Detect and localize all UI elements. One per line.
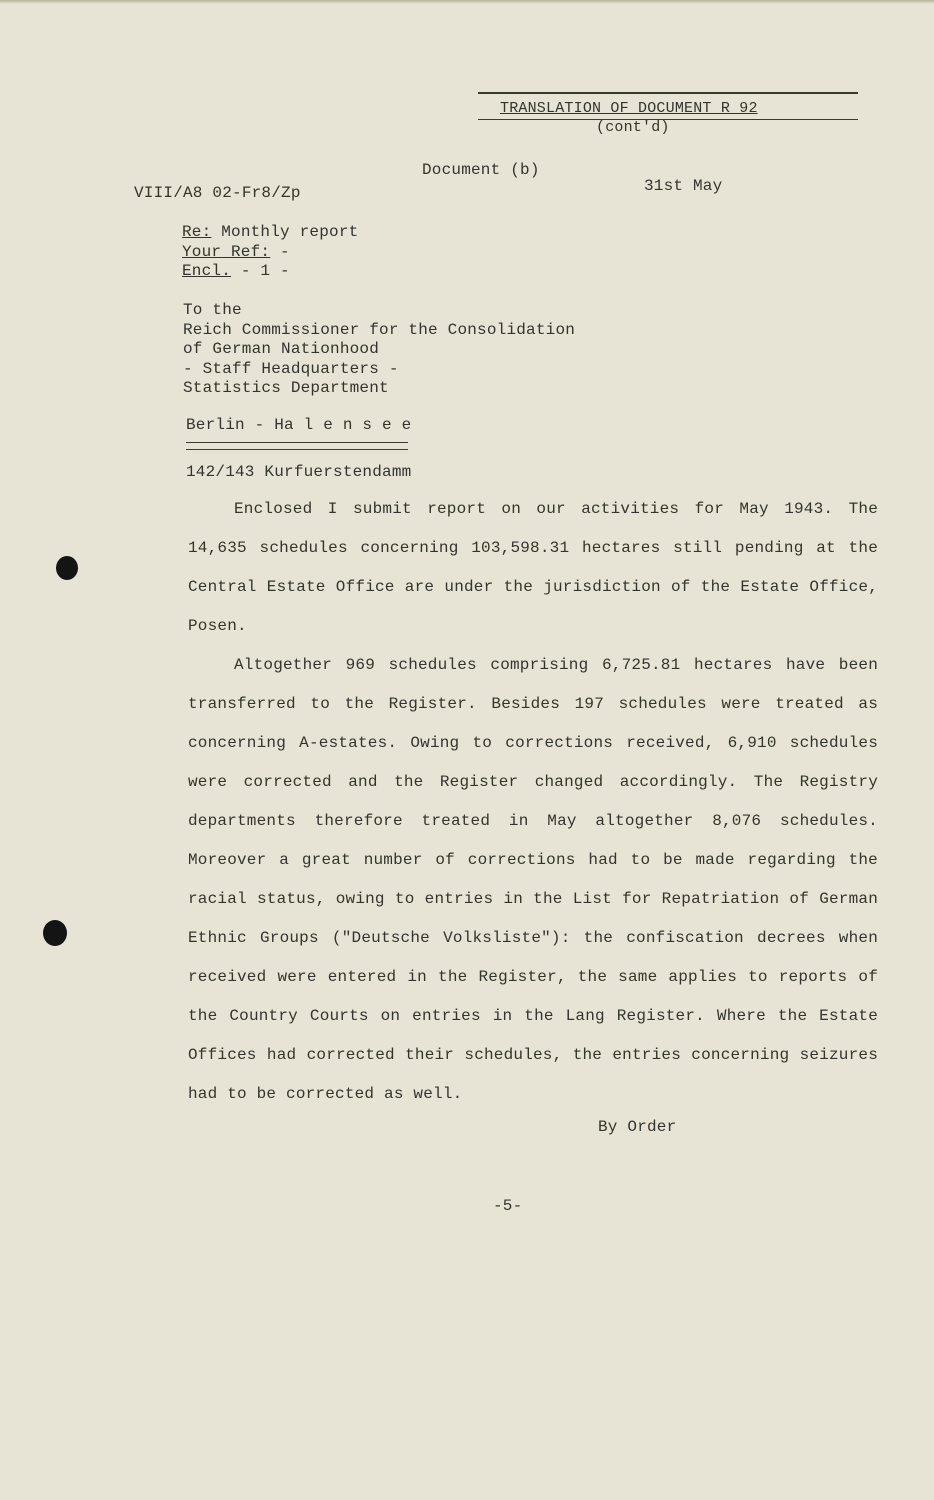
re-value: Monthly report bbox=[221, 223, 359, 241]
your-ref-line bbox=[182, 243, 358, 263]
re-line bbox=[182, 223, 358, 243]
document-label: Document (b) bbox=[422, 161, 540, 179]
header-rule bbox=[478, 119, 858, 120]
address-line-5: Statistics Department bbox=[183, 379, 389, 397]
page-number: -5- bbox=[493, 1197, 523, 1215]
translation-header bbox=[478, 92, 858, 136]
translation-title: TRANSLATION OF DOCUMENT R 92 bbox=[500, 100, 758, 117]
punch-hole-lower bbox=[43, 920, 67, 946]
encl-value: - 1 - bbox=[240, 262, 290, 280]
address-block bbox=[183, 301, 575, 399]
encl-line bbox=[182, 262, 358, 282]
address-street: 142/143 Kurfuerstendamm bbox=[186, 463, 412, 481]
address-line-4: - Staff Headquarters - bbox=[183, 359, 399, 378]
reference-number: VIII/A8 02-Fr8/Zp bbox=[134, 184, 301, 202]
punch-hole-upper bbox=[56, 556, 78, 580]
translation-subtitle: (cont'd) bbox=[596, 119, 670, 136]
your-ref-value: - bbox=[280, 242, 290, 261]
city-double-underline bbox=[186, 442, 408, 450]
signature-line: By Order bbox=[598, 1118, 677, 1136]
address-city: Berlin - Ha l e n s e e bbox=[186, 416, 412, 434]
re-label: Re: bbox=[182, 223, 212, 241]
re-block bbox=[182, 223, 358, 282]
address-line-1: To the bbox=[183, 301, 242, 319]
body-paragraph-1: Enclosed I submit report on our activities for May 1943. The 14,635 schedules concerning 103,598.31 hectares still pending at the Central Estate Office are under the jurisdiction of the Estate Office, Posen. bbox=[188, 500, 878, 635]
body-paragraph-2: Altogether 969 schedules comprising 6,725.81 hectares have been transferred to the Register. Besides 197 schedules were treated as concerning A-estates. Owing to corrections received, 6,910 schedules were corrected and the Register changed accordingly. The Registry departments therefore treated in May altogether 8,076 schedules. Moreover a great number of corrections had to be made regarding the racial status, owing to entries in the List for Repatriation of German Ethnic Groups ("Deutsche Volksliste"): the confiscation decrees when received were entered in the Register, the same applies to reports of the Country Courts on entries in the Lang Register. Where the Estate Offices had corrected their schedules, the entries concerning seizures had to be corrected as well. bbox=[188, 656, 878, 1103]
letter-body bbox=[188, 490, 878, 1114]
address-line-3: of German Nationhood bbox=[183, 340, 380, 358]
your-ref-label: Your Ref: bbox=[182, 242, 271, 261]
address-line-2: Reich Commissioner for the Consolidation bbox=[183, 320, 576, 339]
encl-label: Encl. bbox=[182, 262, 232, 280]
document-date: 31st May bbox=[644, 177, 723, 195]
